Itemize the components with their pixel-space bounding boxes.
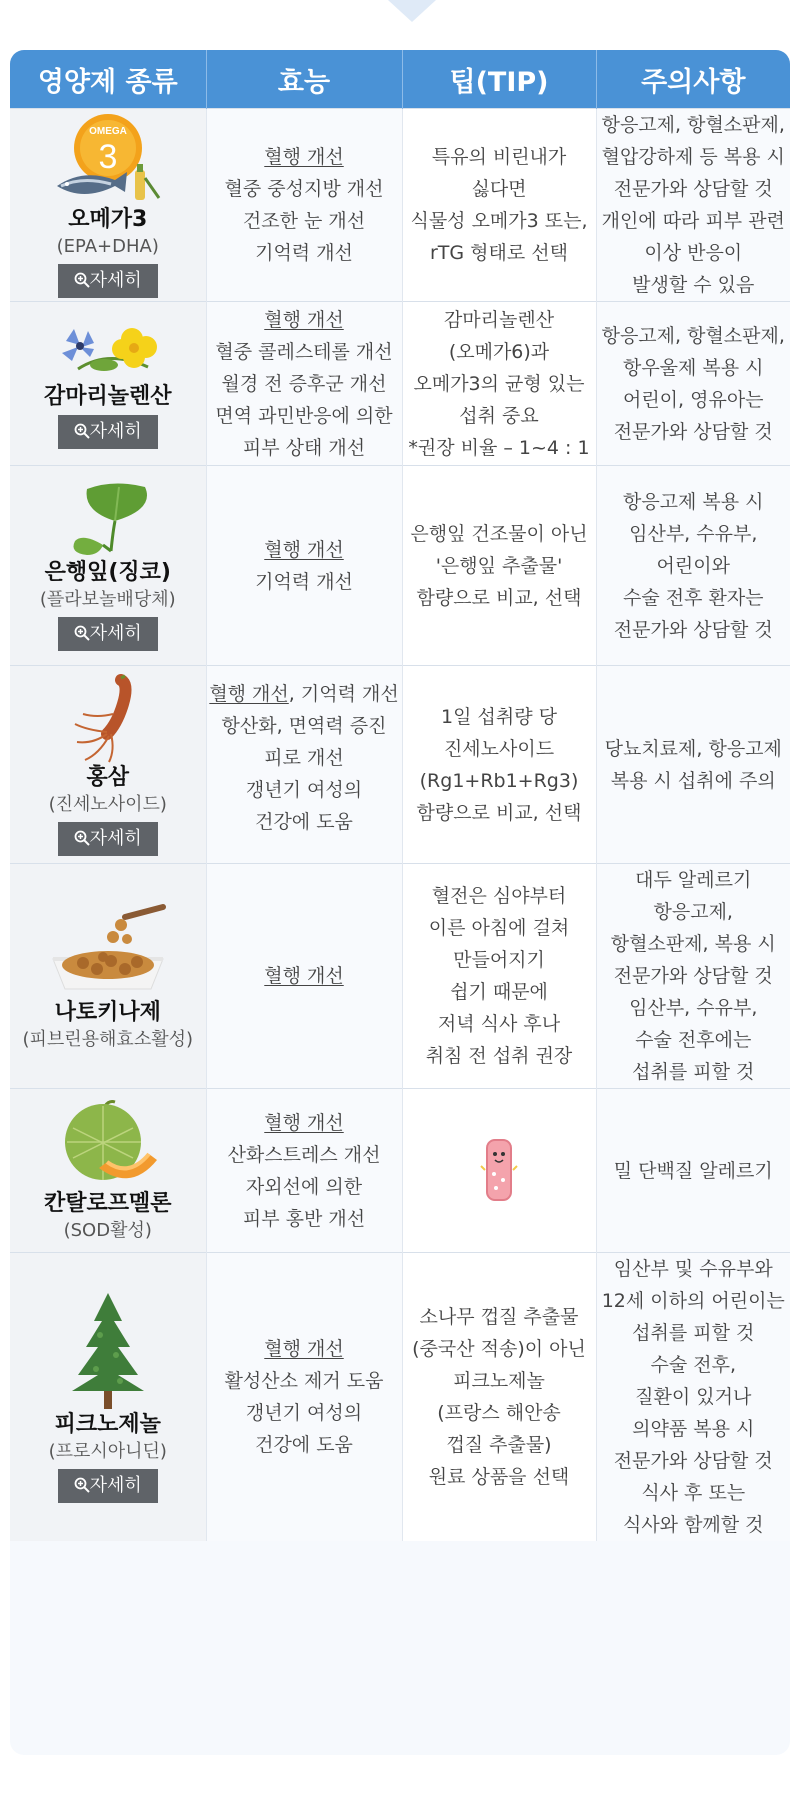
product-name: 나토키나제 (54, 1000, 161, 1025)
caution-line: 질환이 있거나 (635, 1386, 752, 1408)
magnifier-plus-icon (74, 272, 90, 288)
omega-badge-text: OMEGA (88, 126, 127, 137)
caution-line: 임산부, 수유부, (629, 522, 758, 545)
effect-cell (206, 666, 402, 864)
magnifier-plus-icon (74, 423, 90, 439)
caution-line: 식사와 함께할 것 (622, 1514, 764, 1536)
tip-line: 저녁 식사 후나 (437, 1013, 561, 1035)
tip-cell (402, 666, 596, 864)
caution-line: 당뇨치료제, 항응고제 (604, 737, 782, 760)
effect-line: 혈행 개선 (209, 683, 289, 705)
detail-label: 자세히 (89, 1475, 142, 1496)
effect-line: 혈행 개선 (264, 1338, 344, 1360)
table-row-gla (10, 302, 790, 466)
effect-line: 혈행 개선 (264, 146, 344, 168)
caution-line: 항응고제, 항혈소판제, (601, 114, 785, 136)
top-arrow-decoration (388, 0, 436, 22)
table-row-omega3 (10, 109, 790, 302)
ginkgo-leaf-icon (53, 481, 163, 559)
caution-line: 수술 전후에는 (635, 1029, 752, 1051)
product-name: 홍삼 (86, 764, 129, 790)
effect-line: 피로 개선 (264, 747, 344, 769)
tip-line: (프랑스 해안송 (437, 1402, 561, 1424)
tip-line: 만들어지기 (453, 949, 545, 971)
tip-cell (402, 1089, 596, 1253)
caution-line: 항응고제 복용 시 (622, 490, 764, 513)
product-cell (10, 1253, 206, 1542)
product-cell (10, 864, 206, 1089)
header-effect: 효능 (206, 50, 402, 109)
caution-line: 섭취를 피할 것 (632, 1322, 755, 1344)
effect-line: 피부 상태 개선 (242, 436, 366, 459)
effect-line: 혈행 개선 (264, 965, 344, 987)
table-row-nattokinase (10, 864, 790, 1089)
product-name: 피크노제놀 (54, 1412, 161, 1437)
effect-cell (206, 864, 402, 1089)
caution-line: 복용 시 섭취에 주의 (610, 769, 776, 792)
effect-line: 갱년기 여성의 (245, 1402, 363, 1424)
tip-line: 소나무 껍질 추출물 (419, 1306, 579, 1328)
effect-cell (206, 1089, 402, 1253)
caution-line: 전문가와 상담할 것 (613, 178, 773, 200)
caution-line: 개인에 따라 피부 관련 (601, 210, 785, 232)
product-cell (10, 666, 206, 864)
magnifier-plus-icon (74, 830, 90, 846)
detail-button-ginkgo[interactable] (58, 617, 158, 651)
caution-line: 전문가와 상담할 것 (613, 420, 773, 443)
caution-line: 전문가와 상담할 것 (613, 965, 773, 987)
effect-line: 산화스트레스 개선 (227, 1143, 381, 1166)
tip-line: '은행잎 추출물' (435, 554, 563, 577)
product-cell (10, 466, 206, 666)
tip-line: 피크노제놀 (453, 1370, 545, 1392)
table-row-pycnogenol (10, 1253, 790, 1542)
tip-cell (402, 302, 596, 466)
detail-label: 자세히 (89, 420, 142, 442)
caution-line: 어린이와 (656, 554, 730, 577)
caution-line: 항혈소판제, 복용 시 (610, 933, 776, 955)
effect-line: 자외선에 의한 (245, 1175, 363, 1198)
table-row-ginseng (10, 666, 790, 864)
product-name: 칸탈로프멜론 (43, 1190, 172, 1216)
header-caution: 주의사항 (596, 50, 790, 109)
effect-cell (206, 1253, 402, 1542)
supplement-comparison-table (10, 50, 790, 1755)
effect-cell (206, 466, 402, 666)
table-header-row (10, 50, 790, 109)
caution-line: 전문가와 상담할 것 (613, 1450, 773, 1472)
caution-line: 임산부, 수유부, (629, 997, 758, 1019)
magnifier-plus-icon (74, 625, 90, 641)
tip-line: (Rg1+Rb1+Rg3) (419, 769, 579, 792)
caution-line: 혈압강하제 등 복용 시 (601, 146, 785, 168)
caution-line: 수술 전후 환자는 (622, 586, 764, 609)
effect-line: 혈행 개선 (264, 308, 344, 331)
effect-line: , 기억력 개선 (288, 683, 399, 705)
tip-cell (402, 109, 596, 302)
effect-line: 건조한 눈 개선 (242, 210, 366, 232)
tip-line: 특유의 비린내가 (431, 146, 567, 168)
tip-line: rTG 형태로 선택 (430, 242, 568, 264)
tip-line: 함량으로 비교, 선택 (416, 801, 582, 824)
product-name: 감마리놀렌산 (43, 383, 172, 409)
magnifier-plus-icon (74, 1477, 90, 1493)
detail-label: 자세히 (89, 827, 142, 849)
effect-line: 건강에 도움 (255, 811, 353, 833)
caution-cell (596, 109, 790, 302)
tip-line: 은행잎 건조물이 아닌 (410, 522, 588, 545)
caution-line: 이상 반응이 (644, 242, 743, 264)
detail-label: 자세히 (89, 622, 142, 644)
caution-line: 밀 단백질 알레르기 (613, 1159, 773, 1182)
product-subtitle: (피브린용해효소활성) (22, 1029, 194, 1050)
tip-line: 오메가3의 균형 있는 (413, 372, 585, 395)
caution-cell (596, 666, 790, 864)
effect-line: 건강에 도움 (255, 1434, 353, 1456)
caution-line: 항우울제 복용 시 (622, 356, 764, 379)
effect-line: 혈중 중성지방 개선 (224, 178, 384, 200)
tip-line: (오메가6)과 (448, 340, 550, 363)
caution-line: 발생할 수 있음 (632, 274, 755, 296)
tip-line: 감마리놀렌산 (443, 308, 555, 331)
product-cell (10, 1089, 206, 1253)
omega3-fish-icon (53, 112, 163, 206)
caution-cell (596, 466, 790, 666)
tip-line: 섭취 중요 (459, 404, 539, 427)
product-name: 오메가3 (68, 207, 148, 232)
tip-line: 껍질 추출물) (446, 1434, 552, 1456)
effect-line: 기억력 개선 (255, 570, 353, 593)
evening-primrose-flower-icon (48, 319, 168, 383)
blood-vessel-character-icon (479, 1136, 519, 1206)
header-tip: 팁(TIP) (402, 50, 596, 109)
caution-line: 전문가와 상담할 것 (613, 618, 773, 641)
omega-badge-number: 3 (98, 138, 118, 176)
caution-cell (596, 1253, 790, 1542)
product-cell (10, 109, 206, 302)
detail-label: 자세히 (89, 270, 142, 291)
caution-line: 섭취를 피할 것 (632, 1061, 755, 1083)
effect-line: 면역 과민반응에 의한 (215, 404, 393, 427)
caution-line: 식사 후 또는 (641, 1482, 746, 1504)
tip-cell (402, 864, 596, 1089)
table-row-ginkgo (10, 466, 790, 666)
caution-line: 항응고제, 항혈소판제, (601, 324, 785, 347)
effect-line: 갱년기 여성의 (245, 779, 363, 801)
detail-button-omega3[interactable] (58, 264, 158, 298)
effect-line: 피부 홍반 개선 (242, 1207, 366, 1230)
effect-line: 기억력 개선 (255, 242, 353, 264)
product-name: 은행잎(징코) (44, 559, 171, 585)
header-type: 영양제 종류 (10, 50, 206, 109)
product-subtitle: (SOD활성) (63, 1219, 152, 1241)
effect-line: 혈중 콜레스테롤 개선 (215, 340, 393, 363)
tip-line: 원료 상품을 선택 (428, 1466, 570, 1488)
effect-line: 활성산소 제거 도움 (224, 1370, 384, 1392)
tip-line: *권장 비율 – 1~4 : 1 (408, 436, 590, 459)
caution-line: 수술 전후, (650, 1354, 736, 1376)
detail-button-pycnogenol[interactable] (58, 1469, 158, 1503)
pine-tree-icon (58, 1291, 158, 1411)
effect-cell (206, 302, 402, 466)
effect-line: 월경 전 증후군 개선 (221, 372, 387, 395)
red-ginseng-root-icon (63, 674, 153, 764)
caution-line: 대두 알레르기 (635, 869, 752, 891)
tip-line: 이른 아침에 걸쳐 (428, 917, 570, 939)
detail-button-gla[interactable] (58, 415, 158, 449)
tip-line: 싫다면 (471, 178, 527, 200)
effect-line: 혈행 개선 (264, 538, 344, 561)
cantaloupe-melon-icon (53, 1098, 163, 1190)
tip-line: 함량으로 비교, 선택 (416, 586, 582, 609)
product-subtitle: (플라보놀배당체) (39, 588, 176, 610)
caution-line: 어린이, 영유아는 (622, 388, 764, 411)
effect-line: 혈행 개선 (264, 1111, 344, 1134)
tip-line: 쉽기 때문에 (450, 981, 548, 1003)
tip-line: 취침 전 섭취 권장 (425, 1045, 573, 1067)
effect-line: 항산화, 면역력 증진 (221, 715, 387, 737)
tip-cell (402, 466, 596, 666)
product-subtitle: (프로시아니딘) (48, 1441, 167, 1462)
tip-line: 진세노사이드 (443, 737, 555, 760)
natto-bowl-icon (43, 899, 173, 999)
tip-cell (402, 1253, 596, 1542)
detail-button-ginseng[interactable] (58, 822, 158, 856)
tip-line: 혈전은 심야부터 (431, 885, 567, 907)
product-subtitle: (EPA+DHA) (56, 236, 159, 257)
caution-line: 항응고제, (653, 901, 733, 923)
effect-cell (206, 109, 402, 302)
tip-line: 1일 섭취량 당 (441, 705, 557, 728)
caution-cell (596, 302, 790, 466)
tip-line: 식물성 오메가3 또는, (410, 210, 588, 232)
tip-line: (중국산 적송)이 아닌 (412, 1338, 586, 1360)
caution-line: 의약품 복용 시 (632, 1418, 755, 1440)
caution-line: 12세 이하의 어린이는 (601, 1290, 785, 1312)
product-cell (10, 302, 206, 466)
table-row-cantaloupe (10, 1089, 790, 1253)
product-subtitle: (진세노사이드) (48, 793, 167, 815)
caution-cell (596, 1089, 790, 1253)
caution-line: 임산부 및 수유부와 (613, 1258, 773, 1280)
caution-cell (596, 864, 790, 1089)
